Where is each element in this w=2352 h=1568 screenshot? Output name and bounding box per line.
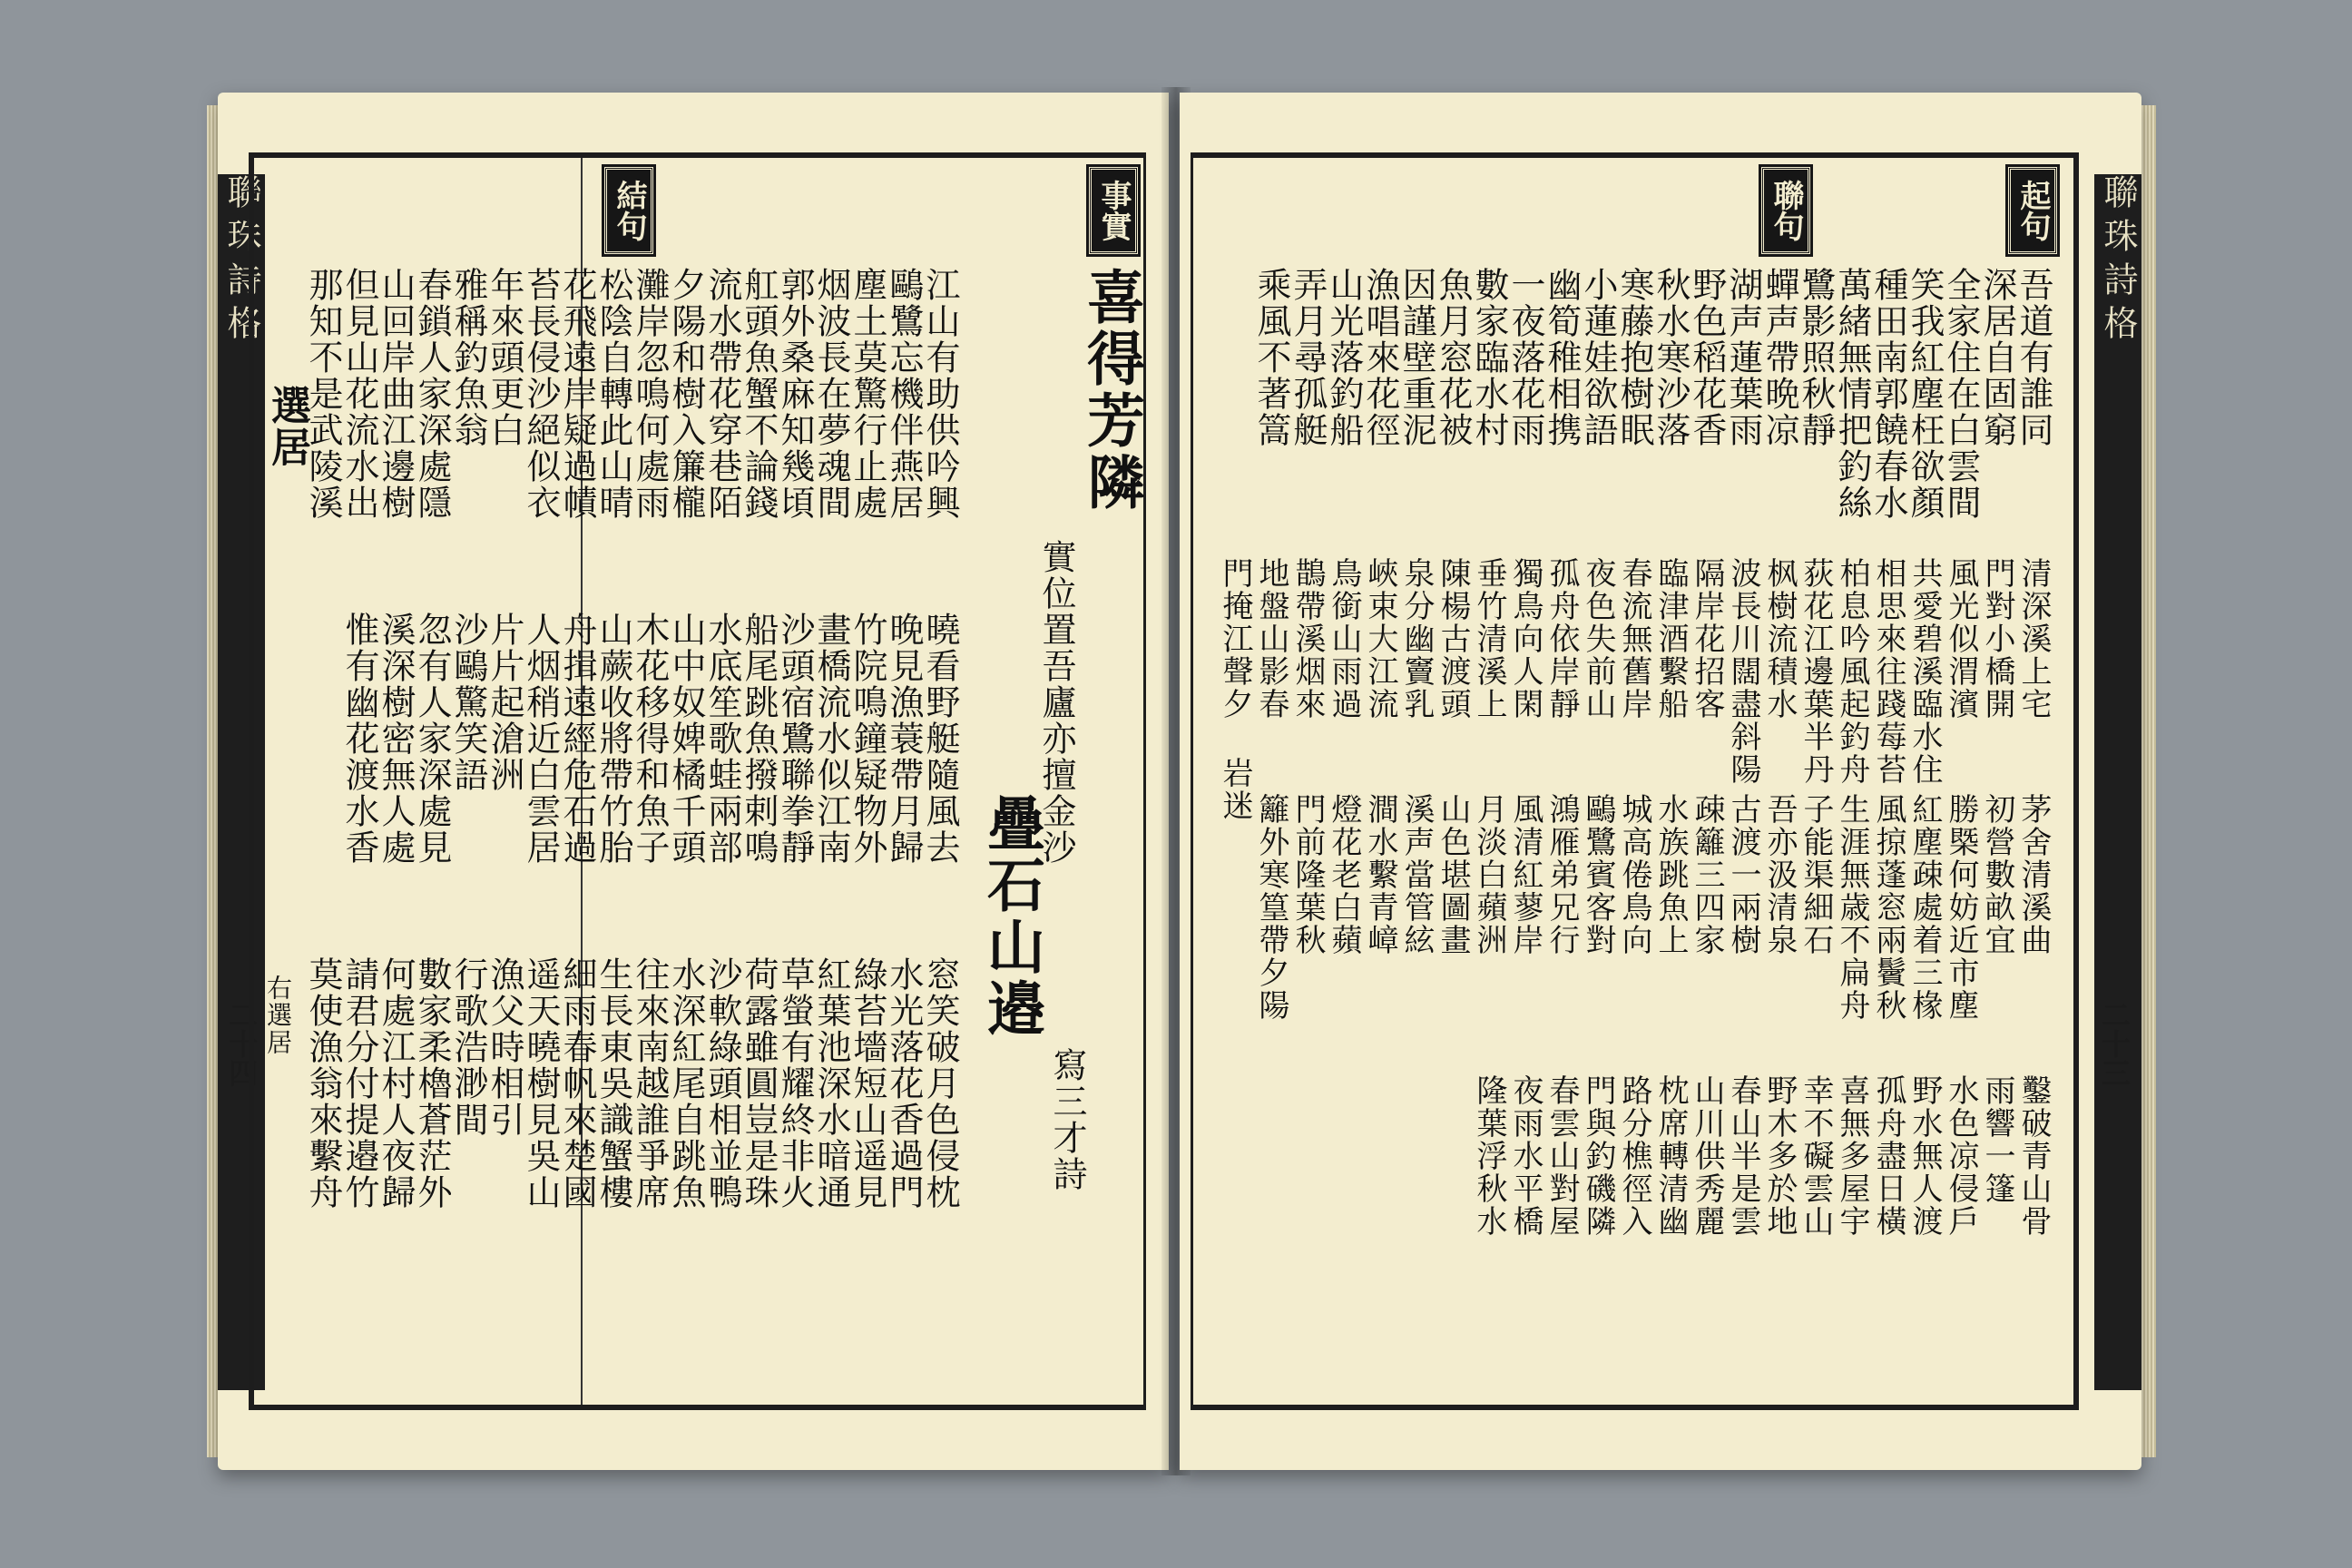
text-column: 風光似渭濱	[1943, 557, 1979, 720]
text-column: 綠苔墻短山遥見	[848, 956, 887, 1210]
text-column: 秋水寒沙落	[1651, 267, 1690, 448]
text-column: 但見山花流水出	[339, 267, 379, 521]
text-column: 人烟稍近白雲居	[521, 612, 561, 866]
text-column: 種田南郭饒春水	[1868, 267, 1908, 521]
text-column: 陳楊古渡頭	[1435, 557, 1471, 720]
text-column: 烟波長在夢魂間	[811, 267, 851, 521]
text-column: 一夜落花雨	[1505, 267, 1545, 448]
text-column: 沙鷗驚笑語	[448, 612, 488, 793]
text-column: 寫三才詩	[1047, 1047, 1087, 1192]
text-column: 竹院鳴鐘疑物外	[848, 612, 887, 866]
left-folio: 二十四	[224, 1000, 259, 1087]
text-column: 山回岸曲江邊樹	[376, 267, 416, 521]
text-column: 夜雨水平橋	[1507, 1074, 1544, 1238]
text-column: 漁父時相引	[485, 956, 524, 1138]
right-margin-title: 聯珠詩格	[2094, 174, 2141, 1390]
text-column: 蟬声帶晩凉	[1759, 267, 1799, 448]
text-column: 夕陽和樹入簾櫳	[666, 267, 706, 521]
text-column: 春流無舊岸	[1616, 557, 1652, 720]
section-tag-kiku: 起句	[2008, 167, 2057, 254]
text-column: 隔岸花招客	[1689, 557, 1725, 720]
text-column: 那知不是武陵溪	[303, 267, 343, 521]
text-column: 澗水繫青嶂	[1362, 793, 1398, 956]
text-column: 門對小橋開	[1979, 557, 2015, 720]
text-column: 鴻雁弟兄行	[1544, 793, 1580, 956]
text-column: 喜無多屋宇	[1834, 1074, 1870, 1238]
text-column: 水色凉侵戶	[1943, 1074, 1979, 1238]
text-column: 野木多於地	[1761, 1074, 1798, 1238]
text-column: 勝槩何妨近市塵	[1943, 793, 1979, 1022]
text-column: 幽筍稚相携	[1542, 267, 1582, 448]
right-folio: 二十三	[2097, 1000, 2132, 1087]
text-column: 路分樵徑入	[1616, 1074, 1652, 1238]
text-column: 何處江村人夜歸	[376, 956, 416, 1210]
text-column: 晚見漁蓑帶月歸	[884, 612, 924, 866]
text-column: 枫樹流積水	[1761, 557, 1798, 720]
text-column: 請君分付提邉竹	[339, 956, 379, 1210]
left-margin-title: 聯珠詩格	[218, 174, 265, 1390]
text-column: 野水無人渡	[1906, 1074, 1943, 1238]
text-column: 山色堪圖畫	[1435, 793, 1471, 956]
text-column: 魚月窓花被	[1433, 267, 1473, 448]
text-column: 岩迷	[1217, 757, 1253, 822]
text-column: 生長東吳識蟹樓	[593, 956, 633, 1210]
text-column: 數家臨水村	[1469, 267, 1509, 448]
text-column: 初營數畝宜	[1979, 793, 2015, 956]
text-column: 生涯無歳不扁舟	[1834, 793, 1870, 1022]
left-page	[218, 93, 1169, 1470]
text-column: 門與釣磯隣	[1580, 1074, 1616, 1238]
text-column: 水底笙歌蛙兩部	[702, 612, 742, 866]
text-column: 全家住在白雲間	[1941, 267, 1981, 521]
section-heading: 喜得芳隣	[1077, 267, 1145, 514]
text-column: 城高倦鳥向	[1616, 793, 1652, 956]
text-column: 吾亦汲清泉	[1761, 793, 1798, 956]
text-column: 夜色失前山	[1580, 557, 1616, 720]
text-column: 湖声蓮葉雨	[1723, 267, 1763, 448]
text-column: 弄月尋孤艇	[1288, 267, 1328, 448]
text-column: 郭外桑麻知幾頃	[775, 267, 815, 521]
text-column: 疎籬三四家	[1689, 793, 1725, 956]
text-column: 數家柔櫓蒼茫外	[412, 956, 452, 1210]
text-column: 遥天曉樹見吳山	[521, 956, 561, 1210]
open-book	[207, 87, 2156, 1475]
text-column: 泉分幽竇乳	[1398, 557, 1435, 720]
left-text-frame	[249, 152, 1146, 1410]
text-column: 風掠蓬窓兩鬢秋	[1870, 793, 1906, 1022]
text-column: 雅稱釣魚翁	[448, 267, 488, 448]
text-column: 孤舟盡日橫	[1870, 1074, 1906, 1238]
text-column: 紅葉池深水暗通	[811, 956, 851, 1210]
text-column: 水光落花香過門	[884, 956, 924, 1210]
text-column: 舡頭魚蟹不論錢	[739, 267, 779, 521]
text-column: 鷗鷺忘機伴燕居	[884, 267, 924, 521]
text-column: 籬外寒篁帶夕陽	[1253, 793, 1289, 1022]
text-column: 鑿破青山骨	[2015, 1074, 2052, 1238]
text-column: 深居自固窮	[1977, 267, 2017, 448]
text-column: 因謹壁重泥	[1396, 267, 1436, 448]
section-tag-kekku: 結句	[604, 167, 653, 254]
text-column: 船尾跳魚撥剌鳴	[739, 612, 779, 866]
text-column: 萬緒無情把釣絲	[1832, 267, 1872, 521]
text-column: 春山半是雲	[1725, 1074, 1761, 1238]
text-column: 燈花老白蘋	[1326, 793, 1362, 956]
text-column: 門前隆葉秋	[1289, 793, 1326, 956]
text-column: 吾道有誰同	[2014, 267, 2053, 448]
text-column: 鷺影照秋靜	[1796, 267, 1836, 448]
text-column: 隆葉浮秋水	[1471, 1074, 1507, 1238]
text-column: 春鎖人家深處隱	[412, 267, 452, 521]
right-text-frame	[1191, 152, 2079, 1410]
section-title: 選居	[264, 385, 310, 468]
text-column: 清深溪上宅	[2015, 557, 2052, 720]
text-column: 紅塵疎處着三椽	[1906, 793, 1943, 1022]
text-column: 片片起滄洲	[485, 612, 524, 793]
text-column: 寒藤抱樹眠	[1614, 267, 1654, 448]
text-column: 風清紅蓼岸	[1507, 793, 1544, 956]
text-column: 鵲帶溪烟來	[1289, 557, 1326, 720]
text-column: 月淡白蘋洲	[1471, 793, 1507, 956]
text-column: 荻花江邊葉半丹	[1798, 557, 1834, 786]
text-column: 茅舍清溪曲	[2015, 793, 2052, 956]
text-column: 溪深樹密無人處	[376, 612, 416, 866]
section-tag-renku: 聯句	[1761, 167, 1810, 254]
section-tag-shijitsu: 事實	[1089, 167, 1138, 254]
text-column: 江山有助供吟興	[920, 267, 960, 521]
text-column: 地盤山影春	[1253, 557, 1289, 720]
text-column: 峽束大江流	[1362, 557, 1398, 720]
text-column: 窓笑破月色侵枕	[920, 956, 960, 1210]
text-column: 野色稻花香	[1687, 267, 1727, 448]
text-column: 孤舟依岸靜	[1544, 557, 1580, 720]
text-column: 山川供秀麗	[1689, 1074, 1725, 1238]
text-column: 相思來往踐莓苔	[1870, 557, 1906, 786]
text-column: 松陰自轉此山晴	[593, 267, 633, 521]
text-column: 舟揖遠經危石過	[557, 612, 597, 866]
text-column: 波長川闊盡斜陽	[1725, 557, 1761, 786]
text-column: 獨鳥向人閑	[1507, 557, 1544, 720]
text-column: 春雲山對屋	[1544, 1074, 1580, 1238]
text-column: 流水帶花穿巷陌	[702, 267, 742, 521]
text-column: 垂竹清溪上	[1471, 557, 1507, 720]
text-column: 子能渠細石	[1798, 793, 1834, 956]
text-column: 山光落釣船	[1324, 267, 1364, 448]
page-edges-right	[2141, 105, 2156, 1457]
text-column: 共愛碧溪臨水住	[1906, 557, 1943, 786]
text-column: 溪声當管絃	[1398, 793, 1435, 956]
end-note: 右選居	[263, 975, 293, 1056]
text-column: 幸不礙雲山	[1798, 1074, 1834, 1238]
text-column: 塵土莫驚行止處	[848, 267, 887, 521]
text-column: 行歌浩渺間	[448, 956, 488, 1138]
text-column: 畫橋流水似江南	[811, 612, 851, 866]
text-column: 忽有人家深處見	[412, 612, 452, 866]
text-column: 鷗鷺賓客對	[1580, 793, 1616, 956]
text-column: 乘風不著篙	[1251, 267, 1291, 448]
text-column: 鳥銜山雨過	[1326, 557, 1362, 720]
text-column: 灘岸忽鳴何處雨	[630, 267, 670, 521]
text-column: 莫使漁翁來繫舟	[303, 956, 343, 1210]
text-column: 臨津酒繫船	[1652, 557, 1689, 720]
text-column: 門掩江聲夕	[1217, 557, 1253, 720]
text-column: 雨響一篷	[1979, 1074, 2015, 1205]
text-column: 苔長侵沙絕似衣	[521, 267, 561, 521]
text-column: 山中奴婢橘千頭	[666, 612, 706, 866]
text-column: 古渡一兩樹	[1725, 793, 1761, 956]
text-column: 山蕨收將帶竹胎	[593, 612, 633, 866]
text-column: 年來頭更白	[485, 267, 524, 448]
text-column: 笑我紅塵枉欲顏	[1905, 267, 1945, 521]
text-column: 花飛遠岸疑過幘	[557, 267, 597, 521]
text-column: 曉看野艇隨風去	[920, 612, 960, 866]
text-column: 往來南越誰爭席	[630, 956, 670, 1210]
text-column: 枕席轉清幽	[1652, 1074, 1689, 1238]
text-column: 水深紅尾自跳魚	[666, 956, 706, 1210]
text-column: 柏息吟風起釣舟	[1834, 557, 1870, 786]
text-column: 細雨春帆來楚國	[557, 956, 597, 1210]
text-column: 木花移得和魚子	[630, 612, 670, 866]
text-column: 沙頭宿鷺聯拳靜	[775, 612, 815, 866]
right-page	[1180, 93, 2141, 1470]
section-heading: 疊石山邉	[977, 793, 1045, 1040]
text-column: 小蓮娃欲語	[1578, 267, 1618, 448]
text-column: 荷露雖圓豈是珠	[739, 956, 779, 1210]
text-column: 沙軟綠頭相並鴨	[702, 956, 742, 1210]
text-column: 漁唱來花徑	[1360, 267, 1400, 448]
text-column: 惟有幽花渡水香	[339, 612, 379, 866]
text-column: 草螢有耀終非火	[775, 956, 815, 1210]
text-column: 實位置吾廬亦擅金沙	[1036, 539, 1076, 866]
text-column: 水族跳魚上	[1652, 793, 1689, 956]
